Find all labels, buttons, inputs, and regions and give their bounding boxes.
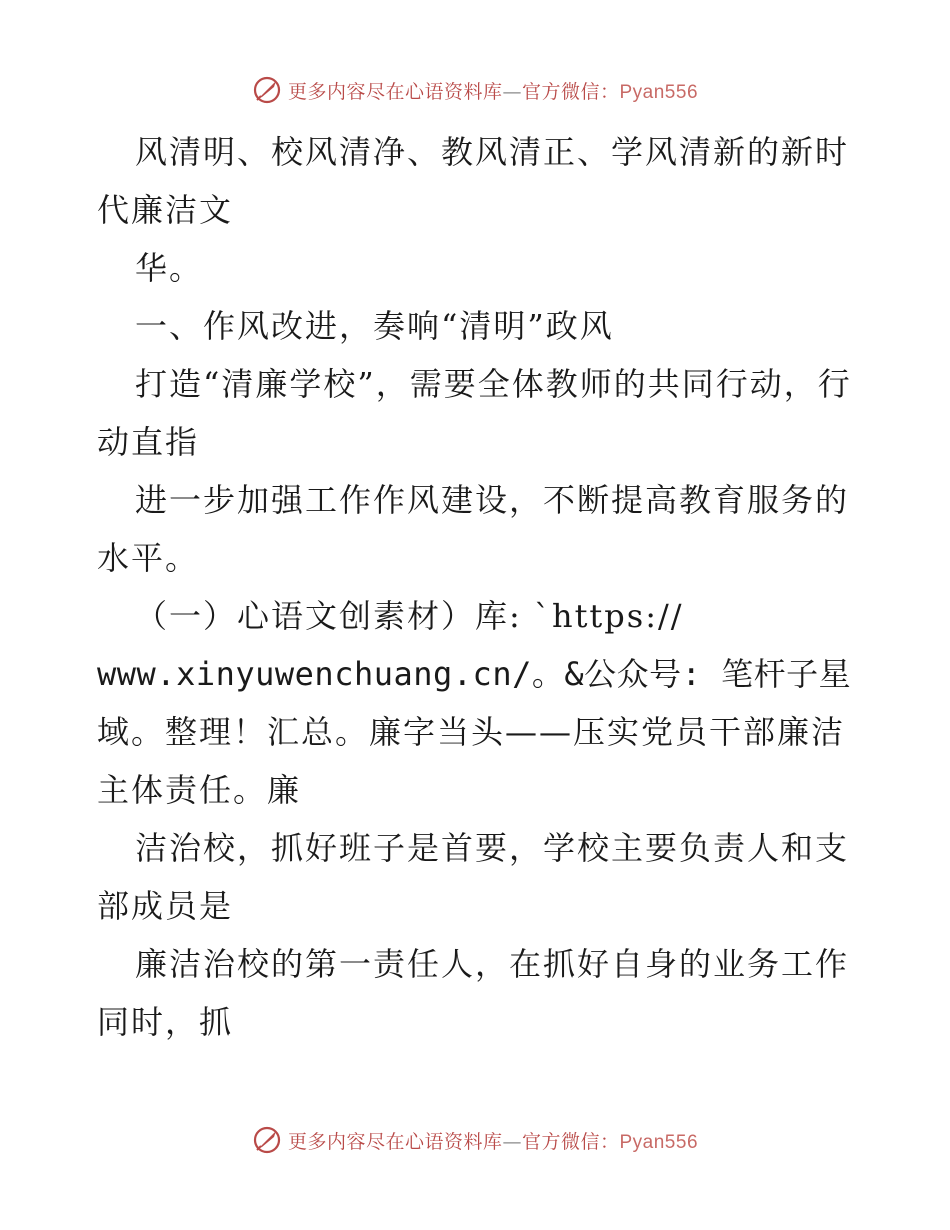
paragraph: 域。整理！汇总。廉字当头——压实党员干部廉洁主体责任。廉 [97,713,846,809]
quill-pen-icon [252,75,282,105]
quill-pen-icon [252,1125,282,1155]
paragraph: 华。 [135,249,204,287]
url-line: www.xinyuwenchuang.cn/。&公众号: 笔杆子星 [97,655,852,693]
paragraph: 廉洁治校的第一责任人，在抓好自身的业务工作同时，抓 [97,945,850,1041]
paragraph: 进一步加强工作作风建设，不断提高教育服务的水平。 [97,481,850,577]
paragraph: 洁治校，抓好班子是首要，学校主要负责人和支部成员是 [97,829,850,925]
footer-watermark [0,1120,950,1160]
header-watermark [0,70,950,110]
paragraph: （一）心语文创素材）库: `https:// [135,597,684,635]
section-heading: 一、作风改进，奏响“清明”政风 [135,307,614,345]
watermark-text: 更多内容尽在心语资料库—官方微信：Pyan556 [287,1130,699,1153]
watermark-text: 更多内容尽在心语资料库—官方微信：Pyan556 [287,80,699,103]
paragraph: 打造“清廉学校”，需要全体教师的共同行动，行动直指 [97,365,852,461]
paragraph: 风清明、校风清净、教风清正、学风清新的新时代廉洁文 [97,133,850,229]
document-body [97,123,857,1051]
